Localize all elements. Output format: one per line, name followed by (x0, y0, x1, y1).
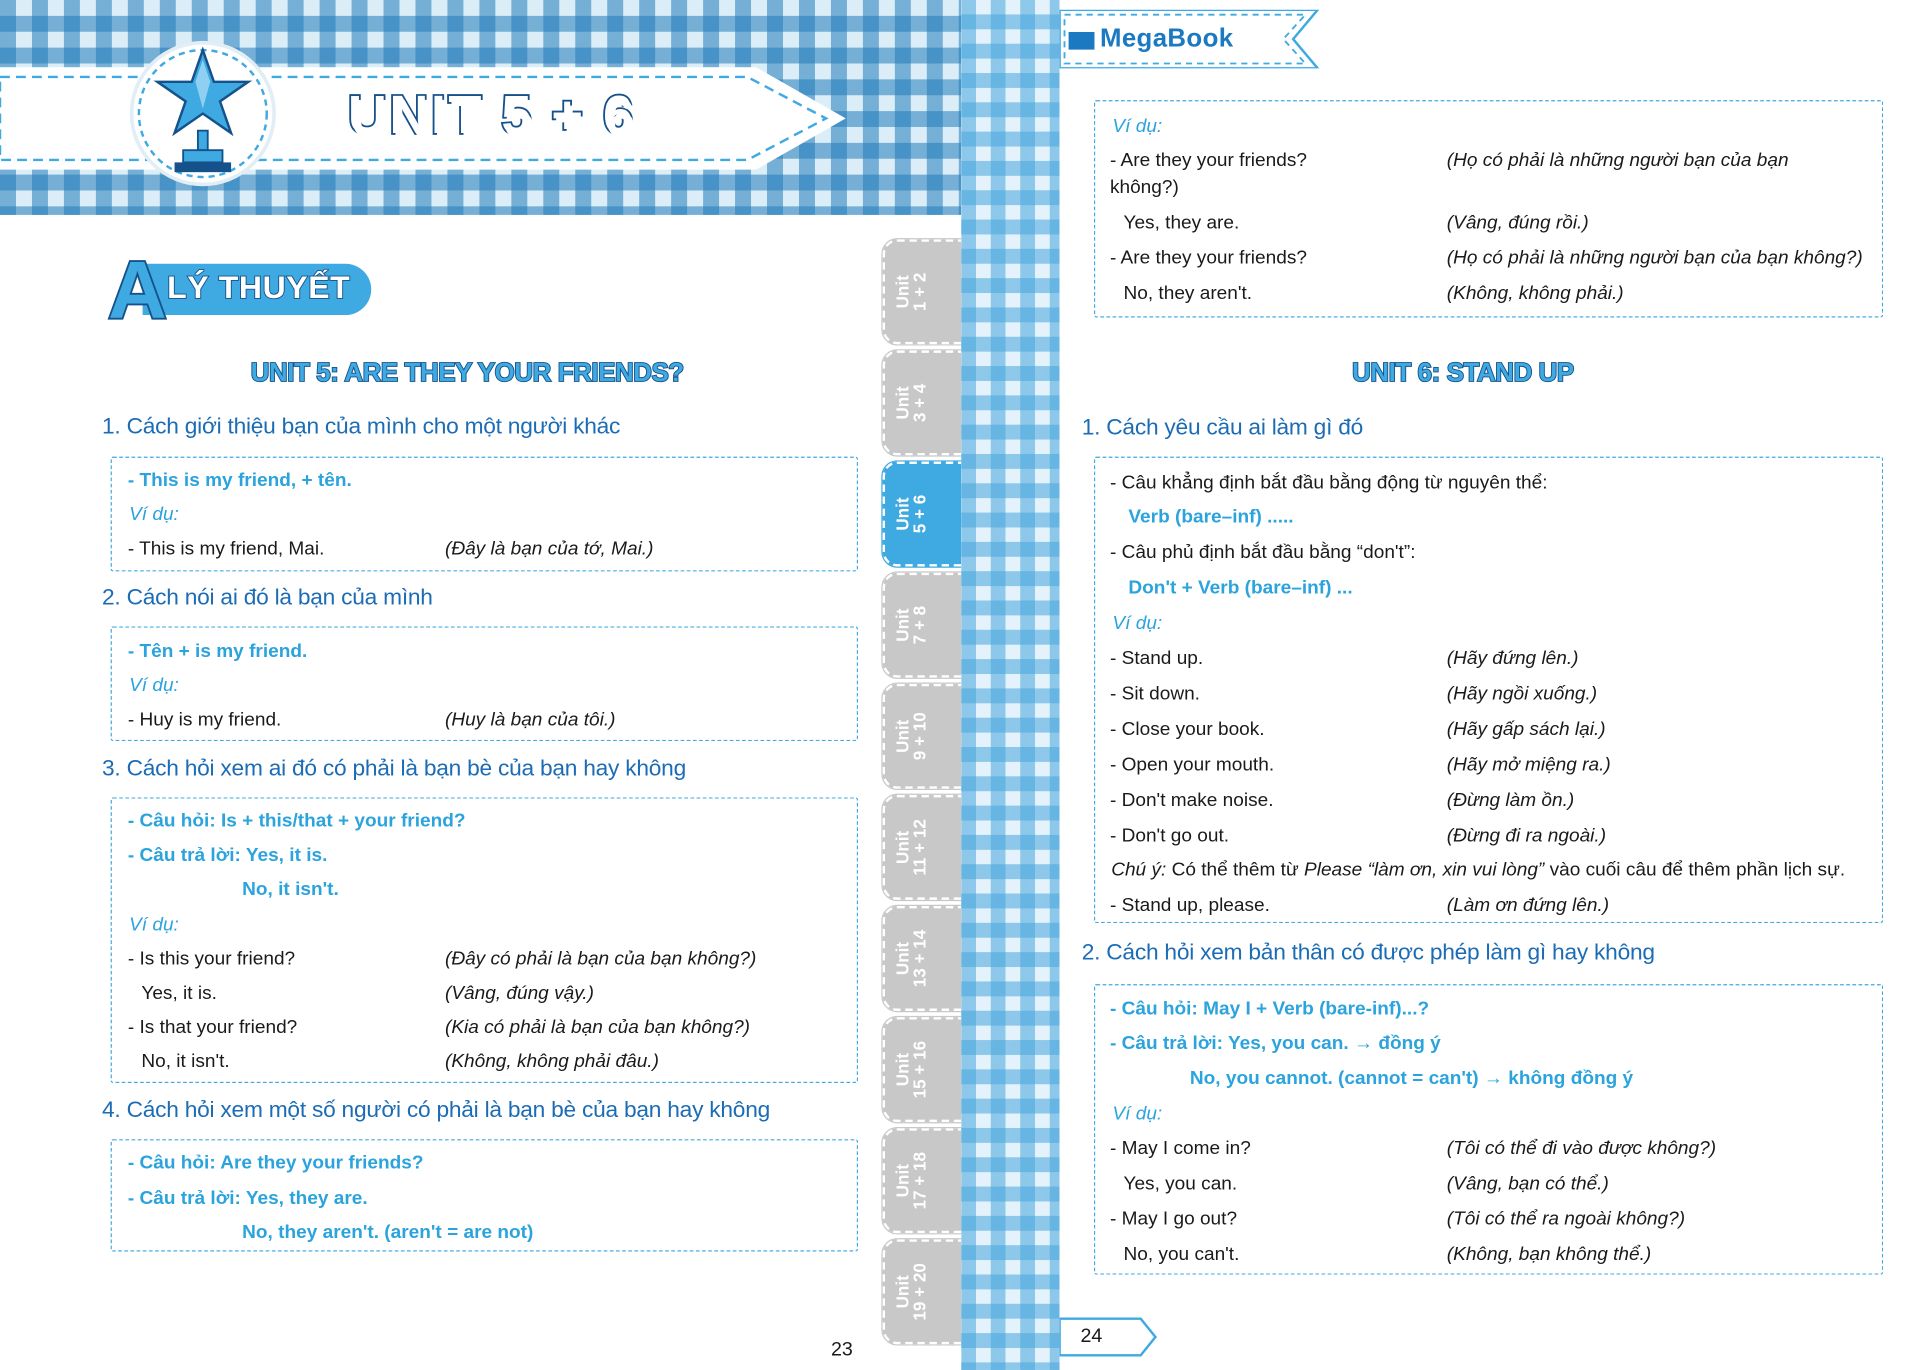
answer-rule: - Câu trả lời: Yes, they are. (127, 1188, 368, 1209)
example-en: - Close your book. (1109, 719, 1265, 740)
unit-title-plus: + (551, 85, 586, 146)
brand-logo (1067, 24, 1233, 53)
unit-title-num: 6 (602, 85, 636, 146)
example-en: - May I come in? (1109, 1137, 1251, 1159)
brand-mark-icon: ▮▮▮ (1066, 26, 1093, 52)
rule-text: - Tên + is my friend. (127, 641, 308, 662)
unit5-heading: UNIT 5: ARE THEY YOUR FRIENDS? (250, 358, 684, 388)
example-vi: (Tôi có thể đi vào được không?) (1446, 1137, 1717, 1159)
example-en: - Sit down. (1109, 683, 1200, 705)
section-heading: 1. Cách yêu cầu ai làm gì đó (1081, 413, 1364, 440)
example-vi: (Vâng, bạn có thể.) (1446, 1173, 1609, 1195)
example-en: No, it isn't. (141, 1051, 230, 1073)
note-text: Có thể thêm từ (1166, 859, 1305, 881)
section-letter-badge (103, 249, 172, 325)
section-label (103, 249, 373, 325)
example-en: - Huy is my friend. (127, 709, 282, 731)
example-vi: (Kia có phải là bạn của bạn không?) (444, 1017, 751, 1038)
rule-description: - Câu phủ định bắt đầu bằng “don't”: (1109, 542, 1416, 563)
example-en: - This is my friend, Mai. (127, 538, 325, 560)
example-label: Ví dụ: (1112, 612, 1163, 634)
section-heading: 2. Cách nói ai đó là bạn của mình (102, 583, 433, 610)
example-en: No, you can't. (1123, 1244, 1240, 1265)
example-en: Yes, they are. (1123, 212, 1240, 234)
note-translation: “làm ơn, xin vui lòng” (1362, 859, 1545, 881)
page-number-tab (1060, 1316, 1158, 1358)
example-vi: (Hãy mở miệng ra.) (1446, 754, 1611, 776)
example-vi: (Đừng làm ồn.) (1446, 789, 1575, 811)
question-rule: - Câu hỏi: Are they your friends? (127, 1152, 424, 1174)
example-en: Yes, you can. (1123, 1173, 1238, 1195)
answer-rule: - Câu trả lời: Yes, it is. (127, 844, 328, 866)
example-en: - May I go out? (1109, 1208, 1238, 1230)
tab-unit-19-20[interactable]: Unit 19 + 20 (883, 1239, 962, 1344)
tab-unit-5-6[interactable]: Unit 5 + 6 (883, 462, 962, 567)
tab-unit-3-4[interactable]: Unit 3 + 4 (883, 350, 962, 455)
example-vi: (Họ có phải là những người bạn của bạn không?) (1446, 247, 1863, 269)
note-please: Please (1304, 859, 1363, 881)
example-en: - Stand up. (1109, 648, 1204, 670)
rule-text: Don't + Verb (bare–inf) ... (1128, 577, 1353, 599)
example-label: Ví dụ: (1112, 1103, 1163, 1125)
section-title: LÝ THUYẾT (167, 268, 351, 306)
example-vi: (Đừng đi ra ngoài.) (1446, 825, 1607, 847)
example-vi-wrap: không?) (1109, 177, 1179, 198)
section-heading: 4. Cách hỏi xem một số người có phải là bạn bè của bạn hay không (102, 1096, 770, 1123)
example-en: - Open your mouth. (1109, 754, 1275, 776)
rule-text: Verb (bare–inf) ..... (1128, 506, 1294, 528)
tab-unit-7-8[interactable]: Unit 7 + 8 (883, 573, 962, 678)
section-heading: 1. Cách giới thiệu bạn của mình cho một người khác (102, 412, 621, 439)
example-vi: (Vâng, đúng rồi.) (1446, 212, 1589, 234)
note-line (1111, 860, 1845, 882)
note-label: Chú ý: (1111, 859, 1167, 881)
tab-unit-11-12[interactable]: Unit 11 + 12 (883, 795, 962, 900)
rule-text: - This is my friend, + tên. (127, 470, 352, 491)
example-en: Yes, it is. (141, 982, 217, 1004)
example-en: - Are they your friends? (1109, 150, 1307, 171)
example-en: - Stand up, please. (1109, 894, 1270, 916)
example-vi: (Không, bạn không thể.) (1446, 1244, 1652, 1265)
example-vi: (Vâng, đúng vậy.) (444, 982, 594, 1004)
example-label: Ví dụ: (1112, 115, 1163, 137)
rule-box (111, 797, 858, 1083)
example-vi: (Hãy đứng lên.) (1446, 648, 1579, 670)
section-letter: A (108, 249, 167, 325)
example-en: - Don't make noise. (1109, 789, 1274, 811)
brand-name: MegaBook (1099, 24, 1234, 53)
example-vi: (Đây là bạn của tớ, Mai.) (444, 538, 654, 560)
tab-unit-17-18[interactable]: Unit 17 + 18 (883, 1128, 962, 1233)
answer-rule: - Câu trả lời: Yes, you can. → đồng ý (1109, 1032, 1441, 1054)
tab-unit-1-2[interactable]: Unit 1 + 2 (883, 239, 962, 344)
example-vi: (Tôi có thể ra ngoài không?) (1446, 1208, 1686, 1230)
example-vi: (Huy là bạn của tôi.) (444, 709, 616, 731)
example-label: Ví dụ: (129, 675, 179, 696)
example-vi: (Không, không phải đâu.) (444, 1051, 659, 1073)
example-vi: (Họ có phải là những người bạn của bạn (1446, 150, 1789, 171)
trophy-star-icon (128, 33, 278, 194)
example-vi: (Đây có phải là bạn của bạn không?) (444, 948, 757, 970)
example-en: - Don't go out. (1109, 825, 1230, 847)
question-rule: - Câu hỏi: Is + this/that + your friend? (127, 810, 466, 832)
rule-box (1094, 984, 1883, 1275)
tab-unit-9-10[interactable]: Unit 9 + 10 (883, 684, 962, 789)
example-vi: (Hãy ngồi xuống.) (1446, 683, 1598, 705)
example-vi: (Không, không phải.) (1446, 283, 1624, 305)
tab-unit-15-16[interactable]: Unit 15 + 16 (883, 1017, 962, 1122)
unit-title-main: UNIT 5 (347, 85, 534, 146)
example-label: Ví dụ: (129, 914, 179, 936)
answer-rule: No, they aren't. (aren't = are not) (242, 1222, 534, 1243)
section-heading: 3. Cách hỏi xem ai đó có phải là bạn bè của bạn hay không (102, 754, 686, 781)
book-spine (961, 0, 1059, 1370)
page-number: 24 (1080, 1326, 1103, 1347)
rule-description: - Câu khẳng định bắt đầu bằng động từ nguyên thể: (1109, 472, 1548, 494)
answer-rule: No, it isn't. (242, 879, 339, 900)
unit-title (348, 85, 636, 146)
example-label: Ví dụ: (129, 504, 179, 526)
note-text: vào cuối câu để thêm phần lịch sự. (1544, 859, 1846, 881)
tab-unit-13-14[interactable]: Unit 13 + 14 (883, 906, 962, 1011)
example-vi: (Làm ơn đứng lên.) (1446, 894, 1610, 916)
question-rule: - Câu hỏi: May I + Verb (bare-inf)...? (1109, 998, 1430, 1020)
answer-rule: No, you cannot. (cannot = can't) → không đồng ý (1189, 1068, 1634, 1090)
section-heading: 2. Cách hỏi xem bản thân có được phép làm gì hay không (1081, 938, 1655, 965)
example-en: - Is this your friend? (127, 948, 296, 970)
page-number: 23 (830, 1339, 853, 1361)
example-vi: (Hãy gấp sách lại.) (1446, 719, 1606, 740)
unit6-heading: UNIT 6: STAND UP (1352, 358, 1574, 388)
example-en: No, they aren't. (1123, 283, 1253, 305)
example-en: - Is that your friend? (127, 1017, 298, 1038)
example-en: - Are they your friends? (1109, 247, 1307, 269)
